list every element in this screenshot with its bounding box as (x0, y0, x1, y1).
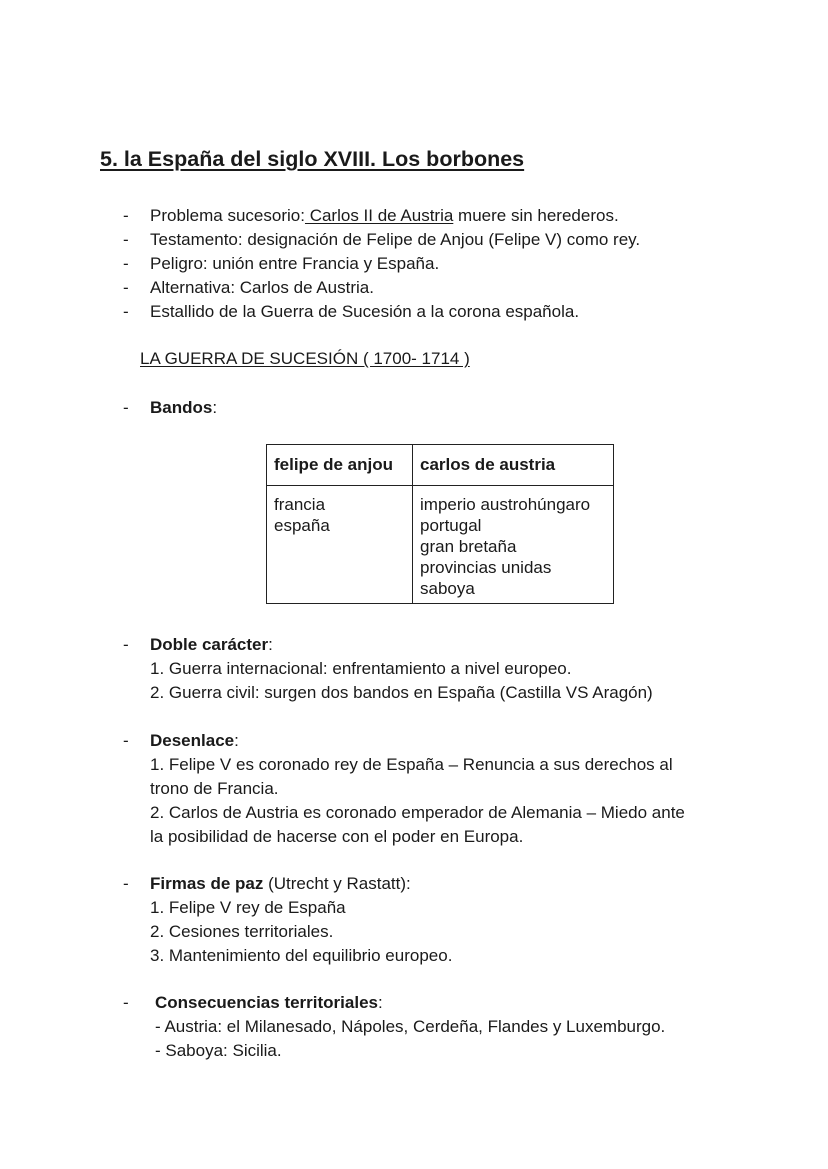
bullet-dash: - (123, 993, 129, 1012)
ally-item: imperio austrohúngaro (420, 495, 591, 514)
ally-item: provincias unidas (420, 558, 552, 577)
list-item-prefix: Problema sucesorio: (150, 206, 305, 225)
list-item: - Austria: el Milanesado, Nápoles, Cerdeña, Flandes y Luxemburgo. (155, 1017, 666, 1036)
list-item: 2. Cesiones territoriales. (150, 922, 334, 941)
table-cell (413, 486, 614, 604)
bullet-dash: - (123, 398, 129, 417)
desenlace-label (150, 729, 239, 753)
doble-caracter-label-text: Doble carácter (150, 635, 269, 654)
bullet-dash: - (123, 302, 129, 321)
paragraph-line: la posibilidad de hacerse con el poder en Europa. (150, 827, 524, 846)
ally-item: saboya (420, 579, 475, 598)
heading-indent (100, 349, 140, 369)
list-item: Peligro: unión entre Francia y España. (150, 254, 440, 273)
list-item: 2. Guerra civil: surgen dos bandos en España (Castilla VS Aragón) (150, 683, 653, 702)
table-header-cell: carlos de austria (413, 445, 614, 486)
bandos-colon: : (212, 398, 218, 417)
list-item: - Saboya: Sicilia. (155, 1041, 282, 1060)
ally-item: españa (274, 516, 330, 535)
consecuencias-colon: : (377, 993, 383, 1012)
ally-item: portugal (420, 516, 482, 535)
list-item (150, 204, 619, 228)
firmas-paz-label (150, 872, 411, 896)
list-item: Estallido de la Guerra de Sucesión a la corona española. (150, 302, 580, 321)
desenlace-colon: : (234, 731, 239, 750)
table-cell (267, 486, 413, 604)
doble-caracter-colon: : (268, 635, 273, 654)
table-header-row (267, 445, 614, 486)
page-title: 5. la España del siglo XVIII. Los borbones (100, 147, 525, 171)
ally-item: francia (274, 495, 326, 514)
list-item: 1. Felipe V rey de España (150, 898, 346, 917)
list-item: Alternativa: Carlos de Austria. (150, 278, 374, 297)
bandos-label (150, 396, 217, 420)
carlos-ii-link: Carlos II de Austria (304, 206, 454, 225)
bullet-dash: - (123, 635, 129, 654)
table-row (267, 486, 614, 604)
firmas-paz-rest: (Utrecht y Rastatt): (263, 874, 411, 893)
consecuencias-label (155, 991, 383, 1015)
ally-item: gran bretaña (420, 537, 517, 556)
bullet-dash: - (123, 731, 129, 750)
list-item: 1. Guerra internacional: enfrentamiento a nivel europeo. (150, 659, 572, 678)
bullet-dash: - (123, 254, 129, 273)
consecuencias-label-text: Consecuencias territoriales (155, 993, 378, 1012)
paragraph-line: 1. Felipe V es coronado rey de España – Renuncia a sus derechos al (150, 755, 673, 774)
doble-caracter-label (150, 633, 273, 657)
bandos-table (266, 444, 614, 604)
bullet-dash: - (123, 874, 129, 893)
section-heading (100, 349, 470, 369)
list-item: Testamento: designación de Felipe de Anjou (Felipe V) como rey. (150, 230, 641, 249)
list-item-suffix: muere sin herederos. (453, 206, 619, 225)
list-item: 3. Mantenimiento del equilibrio europeo. (150, 946, 453, 965)
firmas-paz-label-text: Firmas de paz (150, 874, 264, 893)
desenlace-label-text: Desenlace (150, 731, 235, 750)
paragraph-line: 2. Carlos de Austria es coronado emperador de Alemania – Miedo ante (150, 803, 685, 822)
paragraph-line: trono de Francia. (150, 779, 279, 798)
bandos-label-text: Bandos (150, 398, 213, 417)
bullet-dash: - (123, 230, 129, 249)
section-heading-text: LA GUERRA DE SUCESIÓN ( 1700- 1714 ) (140, 349, 470, 368)
table-header-cell: felipe de anjou (267, 445, 413, 486)
bullet-dash: - (123, 278, 129, 297)
bullet-dash: - (123, 206, 129, 225)
